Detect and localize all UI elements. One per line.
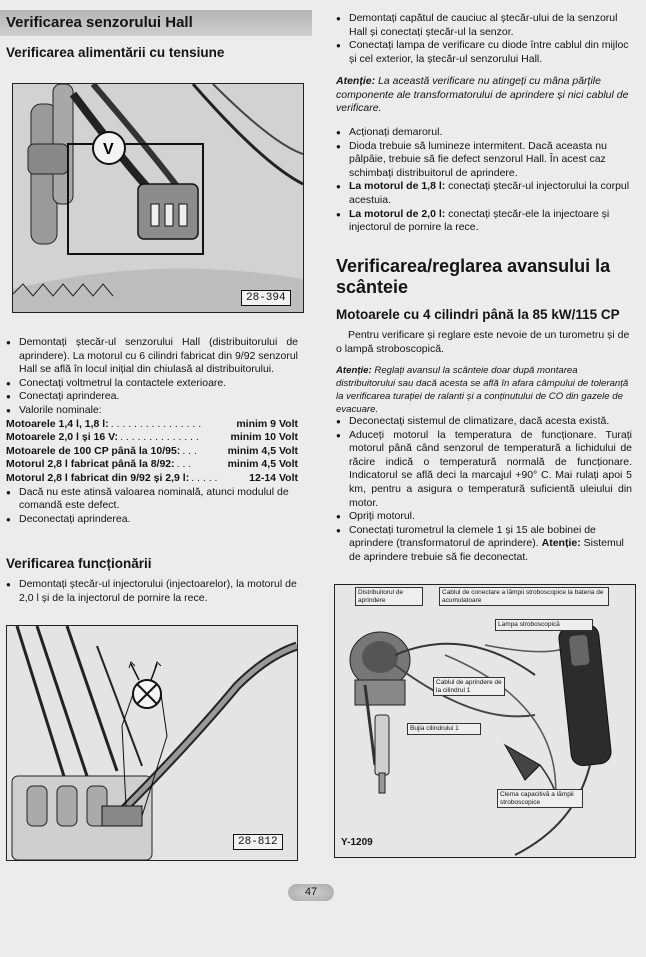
section-title-advance: Verificarea/reglarea avansului la scânteie bbox=[336, 256, 611, 297]
list-item: ● La motorul de 1,8 l: conectați ștecăr-ul injectorului la corpul acestuia. bbox=[336, 180, 632, 207]
list-item: ● Aduceți motorul la temperatura de funcționare. Turați motorul până când senzorul de temperatură a lichidului de răcire indică o temperatură normală de funcționare. Indicatorul se află deci la marcajul +90° C. Mai rulați apoi 5 km, pentru a asigura o temperatură suficientă uleiului din motor. bbox=[336, 429, 632, 511]
caption-battery-cable: Cablul de conectare a lămpii stroboscopice la bateria de acumulatoare bbox=[439, 587, 609, 606]
hall-sensor-illustration bbox=[13, 84, 303, 312]
photo-strobe-setup bbox=[334, 584, 636, 858]
list-item: ● La motorul de 2,0 l: conectați ștecăr-ele la injectoare și injectorul de pornire la rece. bbox=[336, 208, 632, 235]
caption-spark-plug: Bujia cilindrului 1 bbox=[407, 723, 481, 735]
spec-row: Motoarele 2,0 l și 16 V: . . . . . . . . . . . . . . minim 10 Volt bbox=[6, 431, 298, 444]
figure-code-label: 28-394 bbox=[241, 290, 291, 306]
list-item: ● Demontați ștecăr-ul injectorului (injectoarelor), la motorul de 2,0 l și de la injectorul de pornire la rece. bbox=[6, 578, 298, 605]
spec-row: Motoarele 1,4 l, 1,8 l: . . . . . . . . . . . . . . . . minim 9 Volt bbox=[6, 417, 298, 430]
section-subtitle: Verificarea alimentării cu tensiune bbox=[6, 45, 225, 60]
list-item: ● Demontați capătul de cauciuc al ștecăr-ului de la senzorul Hall și conectați ștecăr-ul la senzor. bbox=[336, 12, 632, 39]
list-hall-voltage-steps bbox=[6, 336, 298, 526]
list-item: ● Dioda trebuie să lumineze intermitent. Dacă aceasta nu pâlpâie, trebuie să fie defect senzorul Hall. În acest caz schimbați distribuitorul de aprindere. bbox=[336, 140, 632, 181]
figure-hall-sensor-voltage bbox=[12, 83, 304, 313]
figure-injector-test-lamp bbox=[6, 625, 298, 861]
list-item: ● Conectați aprinderea. bbox=[6, 390, 298, 404]
spec-row: Motoarele de 100 CP până la 10/95: . . . minim 4,5 Volt bbox=[6, 444, 298, 457]
caption-strobe-lamp: Lampa stroboscopică bbox=[495, 619, 593, 631]
figure-code-label: 28-812 bbox=[233, 834, 283, 850]
list-function-steps bbox=[6, 578, 298, 605]
list-item: ● Conectați lampa de verificare cu diode între cablul din mijloc și cel exterior, la ștecăr-ul senzorului Hall. bbox=[336, 39, 632, 66]
list-test-steps bbox=[336, 126, 632, 235]
section-heading-function: Verificarea funcționării bbox=[6, 556, 152, 571]
list-item: ● Conectați voltmetrul la contactele exterioare. bbox=[6, 377, 298, 391]
warning-lead: Atenție: bbox=[336, 365, 372, 376]
caption-distributor: Distribuitorul de aprindere bbox=[355, 587, 423, 606]
spec-row: Motorul 2,8 l fabricat din 9/92 și 2,9 l: . . . . . 12-14 Volt bbox=[6, 471, 298, 484]
list-adjust-steps bbox=[336, 415, 632, 565]
caption-capacitive-clamp: Clema capacitivă a lămpii stroboscopice bbox=[497, 789, 583, 808]
intro-paragraph: Pentru verificare și reglare este nevoie de un turometru și de o lampă stroboscopică. bbox=[336, 329, 630, 355]
warning-note: Atenție: La această verificare nu atingeți cu mâna părțile componente ale transformatorului de aprindere și nici cablul de verificare. bbox=[336, 75, 629, 115]
caption-cylinder-cable: Cablul de aprindere de la cilindrul 1 bbox=[433, 677, 505, 696]
section-title: Verificarea senzorului Hall bbox=[0, 10, 312, 36]
spec-row: Motorul 2,8 l fabricat până la 8/92: . . . minim 4,5 Volt bbox=[6, 458, 298, 471]
warning-lead: Atenție: bbox=[336, 75, 376, 87]
list-item: ● Dacă nu este atinsă valoarea nominală, atunci modulul de comandă este defect. bbox=[6, 486, 298, 513]
test-lamp-illustration bbox=[7, 626, 297, 860]
list-item: ● Demontați ștecăr-ul senzorului Hall (distribuitorului de aprindere). La motorul cu 6 cilindri fabricat din 9/92 senzorul Hall se află în locul inițial din chiulasă al distribuitorului. bbox=[6, 336, 298, 377]
list-lamp-connection bbox=[336, 12, 632, 66]
list-item: ● Deconectați aprinderea. bbox=[6, 513, 298, 527]
list-item: ● Opriți motorul. bbox=[336, 510, 632, 524]
list-item: ● Valorile nominale: bbox=[6, 404, 298, 418]
list-item: ● Acționați demarorul. bbox=[336, 126, 632, 140]
warning-note: Atenție: Reglați avansul la scânteie doar după montarea distribuitorului sau dacă acesta se află în afara câmpului de toleranță la verificarea turației de ralanti și a conținutului de CO din gazele de evacuare. bbox=[336, 365, 629, 415]
list-item: ● Deconectați sistemul de climatizare, dacă acesta există. bbox=[336, 415, 632, 429]
section-heading-4cyl: Motoarele cu 4 cilindri până la 85 kW/115 CP bbox=[336, 307, 620, 322]
photo-code: Y-1209 bbox=[341, 837, 373, 848]
list-item: ● Conectați turometrul la clemele 1 și 15 ale bobinei de aprindere (transformatorul de aprindere). Atenție: Sistemul de aprindere trebuie să fie deconectat. bbox=[336, 524, 632, 565]
page-number: 47 bbox=[288, 884, 334, 901]
voltmeter-symbol: V bbox=[103, 141, 114, 158]
